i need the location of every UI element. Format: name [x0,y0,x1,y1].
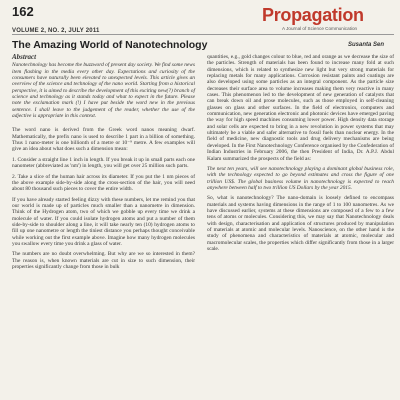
article-author: Susanta Sen [348,42,385,48]
header-rule [12,34,394,35]
left-column [12,54,195,274]
left-paragraph: The numbers are no doubt overwhelming. But why are we so interested in them? The reason is, when known materials are cut in size to such dimension, their properties significantly change from those in bulk [12,251,195,270]
right-paragraph: quantities, e.g., gold changes colour to blue, red and orange as we decrease the size of the particles. Strength of materials has been found to increase many fold at such dimensions, which is related to synthesize new light but very strong materials for replacing metals for many applications. Corrosion resistant paints and coatings are also developed using some particles as an integral component. As the particle size decreases their surface area to volume increases making them very reactive in many cases. This phenomenon led to the development of new generation of catalysts that can break down oil and prose molecules, such as those employed in self-cleaning glasses on glass and other surfaces. In the field of electronics, computers and communication, new generation electronic and photonic devices have emerged paving the way for high speed machines consuming lower power. High density data storage and solar cells are expected to bring in a new revolution in power systems that may ultimately be a viable and safer alternative to fossil fuels than nuclear energy. In the field of medicine, new diagnostic tools and drug delivery mechanisms are being developed. In the First Nanotechnology Conference organised by the Confederation of Indian Industries in February 2006, the then President of India, Dr. A.P.J. Abdul Kalam summarized the prospects of the field as: [207,54,394,162]
left-paragraph: The word nano is derived from the Greek word nanos meaning dwarf. Mathematically, the prefix nano is used to describe 1 part in a billion of something. Thus 1 nano-meter is one billionth of a metre or 10⁻⁹ metre. A few examples will give an idea about what does such a dimension mean: [12,127,195,153]
journal-logo [262,5,392,27]
abstract-heading: Abstract [12,53,37,61]
page-number: 162 [12,4,34,19]
article-title: The Amazing World of Nanotechnology [12,39,208,51]
abstract-text: Nanotechnology has become the buzzword of present day society. We find some news item flashing in the media every other day. Expectations and curiosity of the consumers have naturally been elevated to unexpected levels. This article gives an overview of the science and technology of the nano world. Starting from a historical perspective, it is aimed to describe the development of this exciting new(?) branch of science and technology as it stands today and what to expect in the future. Please note the exclamation mark (!) I have put beside the word new in the previous sentence. I shall leave to the judgement of the reader, whether the use of the adjective is appropriate in this context. [12,62,195,120]
left-paragraph: 2. Take a slice of the human hair across its diameter. If you put the 1 nm pieces of the above example side-by-side along the cross-section of the hair, you will need about 80 thousand such pieces to cover the entire width. [12,173,195,193]
journal-logo-text: Propagation [262,5,364,25]
right-paragraph: So, what is nanotechnology? The nano-domain is loosely defined to encompass materials and systems having dimensions in the range of 1 to 100 nanometres. As we have discussed earlier, systems at these dimensions are composed of a few to a few tens of atoms or molecules. Considering this, we may say that Nanotechnology deals with design, characterisation and application of structures produced by manipulation of materials at atomic and molecular levels. Nanoscience, on the other hand is the study of phenomena and characteristics of materials at atomic, molecular and macromolecular scales, the properties which differ significantly from those in a larger scale. [207,195,394,252]
volume-line: VOLUME 2, NO. 2, JULY 2011 [12,28,100,34]
right-column [207,54,394,256]
journal-subtitle: A Journal of Science Communication [282,26,358,31]
left-paragraph: 1. Consider a straight line 1 inch in length. If you break it up in small parts each one nanometer (abbreviated as 'nm') in length, you will get over 25 million such parts. [12,156,195,170]
left-paragraph: If you have already started feeling dizzy with these numbers, let me remind you that our world is made up of particles much smaller than a nanometre in dimension. Think of the Hydrogen atom, two of which we gobble up every time we drink a molecule of water. If you could isolate hydrogen atoms and put a number of them side-by-side to shoulder along a line, it will take nearly ten (10) hydrogen atoms to fill up one nanometre or length the tiniest distance you perhaps thought conceivable while working out the first example above. Imagine how many hydrogen molecules you swallow every time you drink a glass of water. [12,196,195,247]
quote-paragraph: The next ten years, will see nanotechnology playing a dominant global business role, with the technology expected to go beyond estimates and cross the figure of one trillion US$. The global business volume in nanotechnology is expected to reach anywhere between half to two trillion US Dollars by the year 2015. [207,165,394,191]
